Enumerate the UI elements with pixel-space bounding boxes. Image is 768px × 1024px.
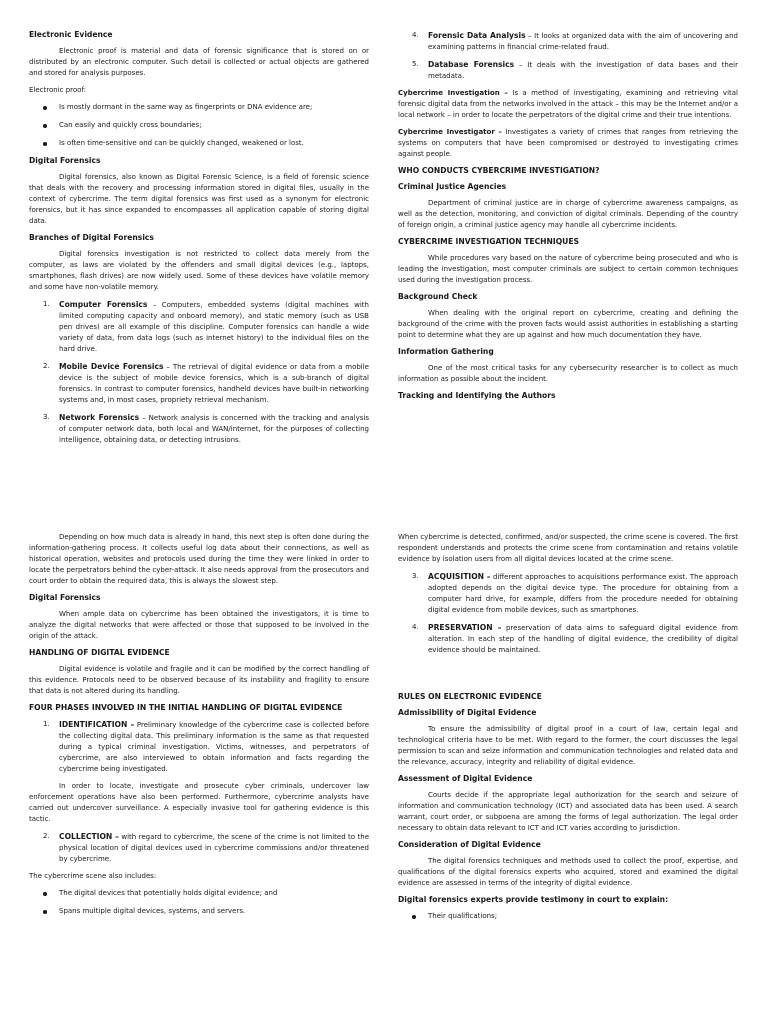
paragraph: Electronic proof is material and data of forensic significance that is stored on or distributed by an electronic computer. Such detail is collected or actual objects are gathered and stored for analysis purposes. xyxy=(29,47,369,77)
branches-list xyxy=(29,299,369,446)
list-item: 1. IDENTIFICATION – Preliminary knowledge of the cybercrime case is collected before the collecting digital data. This preliminary information is the same as that requested during a typical criminal investigation. Victims, witnesses, and perpetrators of cybercrime, are also interviewed to obtain information and facts regarding the cybercrime being investigated. xyxy=(43,720,369,773)
heading-digital-forensics: Digital Forensics xyxy=(29,156,101,165)
paragraph: Electronic proof: xyxy=(29,86,87,94)
heading-background-check: Background Check xyxy=(398,292,478,301)
paragraph-cybercrime-investigation: Cybercrime Investigation – Is a method of investigating, examining and retrieving vital forensic digital data from the networks involved in the attack – this may be the Internet and/or a local network – in order to locate the perpetrators of the digital crime and their true intentions. xyxy=(398,89,738,119)
heading-electronic-evidence: Electronic Evidence xyxy=(29,30,113,39)
list-item: 2. COLLECTION – with regard to cybercrime, the scene of the crime is not limited to the physical location of digital devices used in cybercrime commissions and/or threatened by cybercrime. xyxy=(43,832,370,863)
page-1-right-column xyxy=(398,30,738,407)
paragraph: The digital forensics techniques and methods used to collect the proof, expertise, and qualifications of the digital forensics experts who acquired, stored and examined the digital evidence are assessed in terms of the integrity of digital evidence. xyxy=(398,857,738,887)
bullet-icon xyxy=(43,910,47,914)
paragraph: When dealing with the original report on cybercrime, creating and defining the background of the crime with the proven facts would assist authorities in establishing a starting point to determine what they are up against and how much documentation they have. xyxy=(398,309,738,339)
bullet-icon xyxy=(43,124,47,128)
paragraph: When ample data on cybercrime has been obtained the investigators, it is time to analyze the digital networks that were affected or those that supposed to be involved in the origin of the attack. xyxy=(29,610,369,640)
heading-who-conducts: WHO CONDUCTS CYBERCRIME INVESTIGATION? xyxy=(398,166,600,175)
paragraph-cybercrime-investigator: Cybercrime Investigator – Investigates a variety of crimes that ranges from retrieving the systems on computers that have been compromised or destroyed to investigating crimes against people. xyxy=(398,128,739,158)
crime-scene-list xyxy=(29,888,369,917)
heading-rules: RULES ON ELECTRONIC EVIDENCE xyxy=(398,692,542,701)
heading-experts-testimony: Digital forensics experts provide testimony in court to explain: xyxy=(398,895,669,904)
list-item: Spans multiple digital devices, systems, and servers. xyxy=(29,906,369,917)
page-2-right-column xyxy=(398,532,738,929)
paragraph: Digital forensics, also known as Digital Forensic Science, is a field of forensic science that deals with the recovery and processing information stored in digital files, usually in the context of cybercrime. The term digital forensics was first used as a synonym for electronic forensics, but it has since expanded to encompasses all application capable of storing digital data. xyxy=(29,173,369,225)
phases-list xyxy=(29,719,369,775)
list-item: The digital devices that potentially holds digital evidence; and xyxy=(29,888,369,899)
list-item: 1. Computer Forensics – Computers, embedded systems (digital machines with limited computing capacity and onboard memory), and static memory (such as USB pen drives) are all example of this discipline. Computer forensics can handle a wide variety of data, from data logs (such as internet history) to the individual files on the hard drive. xyxy=(43,300,369,353)
list-item: 3. ACQUISITION – different approaches to acquisitions performance exist. The approach adopted depends on the digital device type. The procedure for obtaining from a computer hard drive, for example, differs from the procedure needed for obtaining digital evidence from mobile devices, such as smartphones. xyxy=(412,572,739,614)
page-2-left-column xyxy=(29,532,369,924)
list-item: 5. Database Forensics – It deals with the investigation of data bases and their metadata. xyxy=(412,60,738,80)
spacer xyxy=(398,662,738,692)
page-1-left-column xyxy=(29,30,369,452)
list-item: 2. Mobile Device Forensics – The retrieval of digital evidence or data from a mobile device is the subject of mobile device forensics, which is a sub-branch of digital forensics. In contrast to computer forensics, handheld devices have built-in networking systems and, in most cases, propriety retrieval mechanism. xyxy=(43,362,369,404)
list-item: Can easily and quickly cross boundaries; xyxy=(29,120,369,131)
phases-list-continued xyxy=(398,571,738,656)
document-page-2 xyxy=(0,512,768,1024)
heading-consideration: Consideration of Digital Evidence xyxy=(398,840,541,849)
paragraph: To ensure the admissibility of digital proof in a court of law, certain legal and technological criteria have to be met. With regard to the former, the court discusses the legal permission to scan and seize information and communication technologies and related data and the relevance, accuracy, integrity and reliability of digital evidence. xyxy=(398,725,738,766)
paragraph: The cybercrime scene also includes: xyxy=(29,872,157,880)
paragraph: Digital evidence is volatile and fragile and it can be modified by the correct handling of this evidence. Protocols need to be observed because of its instability and fragility to ensure that data is not altered during its handling. xyxy=(29,665,369,695)
branches-list-continued xyxy=(398,30,738,82)
list-item: Their qualifications; xyxy=(398,911,738,922)
heading-admissibility: Admissibility of Digital Evidence xyxy=(398,708,537,717)
heading-information-gathering: Information Gathering xyxy=(398,347,494,356)
bullet-icon xyxy=(43,892,47,896)
paragraph: Courts decide if the appropriate legal authorization for the search and seizure of information and communication technology (ICT) and associated data has been used. A search warrant, court order, or subpoena are among the forms of legal authorization. The legal order necessary to obtain data relevant to ICT and ICT varies according to jurisdiction. xyxy=(398,791,738,832)
paragraph: When cybercrime is detected, confirmed, and/or suspected, the crime scene is covered. The first respondent understands and protects the crime scene from contamination and retains volatile evidence by isolation users from all digital devices located at the crime scene. xyxy=(398,533,738,563)
heading-four-phases: FOUR PHASES INVOLVED IN THE INITIAL HANDLING OF DIGITAL EVIDENCE xyxy=(29,703,343,712)
experts-list xyxy=(398,911,738,922)
heading-tracking: Tracking and Identifying the Authors xyxy=(398,391,556,400)
bullet-icon xyxy=(43,142,47,146)
paragraph: While procedures vary based on the nature of cybercrime being prosecuted and who is leading the investigation, most computer criminals are subject to certain common techniques used during the investigation process. xyxy=(398,254,738,284)
paragraph: Department of criminal justice are in charge of cybercrime awareness campaigns, as well as the detection, monitoring, and conviction of digital criminals. Depending of the country of foreign origin, a criminal justice agency may handle all cybercrime incidents. xyxy=(398,199,738,229)
paragraph: Depending on how much data is already in hand, this next step is often done during the information-gathering process. It collects useful log data about their connections, as well as historical operation, websites and protocols used during the time they were linked in order to locate the perpetrators behind the cyber-attack. It also needs approval from the prosecutors and court order to obtain the required data, this is always the slowest step. xyxy=(29,533,369,585)
list-item: Is often time-sensitive and can be quickly changed, weakened or lost. xyxy=(29,138,369,149)
heading-criminal-justice: Criminal Justice Agencies xyxy=(398,182,507,191)
list-item: 3. Network Forensics – Network analysis is concerned with the tracking and analysis of computer network data, both local and WAN/internet, for the purposes of collecting intelligence, obtaining data, or detecting intrusions. xyxy=(43,413,369,444)
heading-branches: Branches of Digital Forensics xyxy=(29,233,154,242)
heading-handling: HANDLING OF DIGITAL EVIDENCE xyxy=(29,648,170,657)
heading-techniques: CYBERCRIME INVESTIGATION TECHNIQUES xyxy=(398,237,579,246)
phases-list xyxy=(29,831,369,865)
bullet-icon xyxy=(412,915,416,919)
heading-assessment: Assessment of Digital Evidence xyxy=(398,774,533,783)
bullet-icon xyxy=(43,106,47,110)
heading-digital-forensics: Digital Forensics xyxy=(29,593,101,602)
list-item: 4. PRESERVATION – preservation of data aims to safeguard digital evidence from alteration. In each step of the handling of digital evidence, the credibility of digital evidence should be maintained. xyxy=(412,623,738,654)
list-item: Is mostly dormant in the same way as fingerprints or DNA evidence are; xyxy=(29,102,369,113)
paragraph: In order to locate, investigate and prosecute cyber criminals, undercover law enforcement operations have also been performed. Furthermore, cybercrime analysts have carried out undercover surveillance. A especially invasive tool for gathering evidence is this tactic. xyxy=(29,782,369,823)
paragraph: Digital forensics investigation is not restricted to collect data merely from the computer, as laws are violated by the offenders and small digital devices (e.g., laptops, smartphones, flash drives) are now widely used. Some of these devices have volatile memory and some have non-volatile memory. xyxy=(29,250,369,291)
list-item: 4. Forensic Data Analysis – It looks at organized data with the aim of uncovering and examining patterns in financial crime-related fraud. xyxy=(412,31,738,51)
paragraph: One of the most critical tasks for any cybersecurity researcher is to collect as much information as possible about the incident. xyxy=(398,364,738,383)
electronic-proof-list xyxy=(29,102,369,149)
